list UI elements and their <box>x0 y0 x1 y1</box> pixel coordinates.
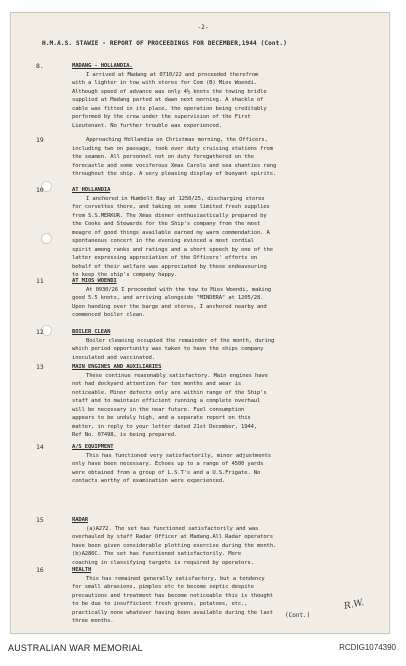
text-line: from S.S.MERKUR. The Xmas dinner enthusiastically prepared by <box>72 212 267 219</box>
text-line: commenced boiler clean. <box>72 312 146 318</box>
archive-credit: AUSTRALIAN WAR MEMORIAL <box>8 643 143 653</box>
page-number: -2- <box>197 24 209 31</box>
punch-hole <box>41 233 52 244</box>
text-line: staff and to maintain efficient running a complete overhaul <box>72 398 261 404</box>
text-line: forecastle and some vociferous Xmas Carols and sea shanties rang <box>72 162 277 169</box>
text-line: contacts worthy of examination were experienced. <box>72 478 226 484</box>
section-title: A/S EQUIPMENT <box>72 444 114 450</box>
text-line: noticeable. Minor defects only are within range of the Ship's <box>72 389 267 396</box>
text-line: for corvettes there, and taking on some limited fresh supplies <box>72 204 270 210</box>
section-number: 12 <box>36 328 44 336</box>
section-number: 16 <box>36 566 44 574</box>
section-number: 10 <box>36 186 44 194</box>
text-line: Lieutenant. No further trouble was experienced. <box>72 122 222 129</box>
text-line: These continue reasonably satisfactory. Main engines have <box>86 372 268 379</box>
section-paragraph <box>72 62 382 130</box>
text-line: appears to be unduly high, and a separate report on this <box>72 415 251 421</box>
text-line: Ref No. 07498, is being prepared. <box>72 432 178 438</box>
text-line: overhauled by staff Radar Officer at Madang.All Radar operators <box>72 534 273 540</box>
text-line: spontaneous concert in the evening evinced a most cordial <box>72 238 254 244</box>
section-paragraph <box>72 363 382 440</box>
section-number: 8. <box>36 62 44 70</box>
text-line: to keep the ship's company happy. <box>72 272 178 278</box>
text-line: were obtained from a group of L.S.T's and a U.S.Frigate. No <box>72 469 261 476</box>
signature: R.W. <box>343 598 366 612</box>
text-line: coaching in classifying targets is required by operators. <box>72 559 254 566</box>
text-line: only have been necessary. Echoes up to a range of 4500 yards <box>72 461 264 467</box>
section-paragraph <box>72 136 382 179</box>
text-line: latter expressing appreciation of the Officers' efforts on <box>72 255 257 261</box>
text-line: matter, in reply to your letter dated 21st December, 1944, <box>72 423 257 430</box>
text-line: inoculated and vaccinated. <box>72 354 155 361</box>
text-line: This has functioned very satisfactorily, minor adjustments <box>86 452 271 459</box>
section-number: 13 <box>36 363 44 371</box>
section-paragraph <box>72 443 382 486</box>
section-title: AT MIOS WOENDI <box>72 278 117 284</box>
text-line: throughout the ship. A very pleasing display of buoyant spirits. <box>72 171 277 177</box>
text-line: (a)A272. The set has functioned satisfactorily and was <box>86 525 259 532</box>
text-line: meagre of good things available earned my warm commendation. A <box>72 229 270 236</box>
section-paragraph <box>72 186 382 280</box>
text-line: Upon handing over the barge and stores, I anchored nearby and <box>72 303 267 310</box>
report-header: H.M.A.S. STAWIE - REPORT OF PROCEEDINGS FOR DECEMBER,1944 (Cont.) <box>42 40 287 47</box>
text-line: the seamen. All personnel not on duty foregathered on the <box>72 154 254 160</box>
text-line: which period opportunity was taken to have the ships company <box>72 346 264 352</box>
text-line: At 0930/26 I proceeded with the tow to Mios Woendi, making <box>86 286 271 293</box>
text-line: This has remained generally satisfactory, but a tendency <box>86 575 265 582</box>
text-line: precautions and treatment has become noticeable this is thought <box>72 592 273 599</box>
text-line: I anchored in Humbolt Bay at 1250/25, discharging stores <box>86 195 265 202</box>
section-paragraph <box>72 328 382 362</box>
text-line: (b)A286C. The set has functioned satisfactorily. More <box>72 551 242 557</box>
text-line: Approaching Hollandia on Christmas morning, the Officers, <box>86 137 268 143</box>
continued-marker: (Cont.) <box>285 612 311 619</box>
section-number: 19 <box>36 136 44 144</box>
text-line: for small abrasions, pimples etc to become septic despite <box>72 584 254 590</box>
section-title: MAIN ENGINES AND AUXILIARIES <box>72 364 162 370</box>
section-paragraph <box>72 277 382 320</box>
section-title: AT HOLLANDIA <box>72 187 111 193</box>
section-number: 11 <box>36 277 44 285</box>
text-line: will be necessary in the near future. Fuel consumption <box>72 406 245 413</box>
text-line: not had dockyard attention for ten months and wear is <box>72 381 242 387</box>
text-line: behalf of their welfare was appreciated by those endeavouring <box>72 263 267 270</box>
text-line: three months. <box>72 618 114 624</box>
text-line: supplied at Madang parted at dawn next morning. A shackle of <box>72 97 264 103</box>
section-title: BOILER CLEAN <box>72 329 111 335</box>
text-line: practically none whatever having been available during the last <box>72 609 273 616</box>
section-title: RADAR <box>72 517 88 523</box>
text-line: performed by the crew under the supervision of the First <box>72 114 251 120</box>
section-title: HEALTH <box>72 567 92 573</box>
text-line: to be due to insufficient fresh greens, potatoes, etc., <box>72 601 248 607</box>
text-line: have been given considerable plotting exercise during the month. <box>72 542 277 549</box>
section-number: 14 <box>36 443 44 451</box>
section-title: MADANG - HOLLANDIA. <box>72 63 133 69</box>
text-line: Although speed of advance was only 4½ knots the towing bridle <box>72 88 267 95</box>
section-number: 15 <box>36 516 44 524</box>
text-line: Boiler cleaning occupied the remainder of the month, during <box>86 337 275 344</box>
text-line: I arrived at Madang at 0710/22 and proceeded therefrom <box>86 71 259 78</box>
archive-id: RCDIG1074390 <box>339 643 396 652</box>
text-line: spirit among ranks and ratings and a short speech by one of the <box>72 246 273 253</box>
text-line: the Cooks and Stewards for the Ship's company from the most <box>72 221 261 227</box>
section-paragraph <box>72 516 382 567</box>
text-line: good 5.5 knots, and arriving alongside "MINDERA" at 1205/28. <box>72 295 264 301</box>
text-line: including two on passage, took over duty cruising stations from <box>72 145 273 152</box>
text-line: cable was fitted in its place, the operation being creditably <box>72 105 267 112</box>
text-line: with a lighter in tow with stores for Com (B) Mios Woendi. <box>72 80 257 86</box>
section-paragraph <box>72 566 382 626</box>
